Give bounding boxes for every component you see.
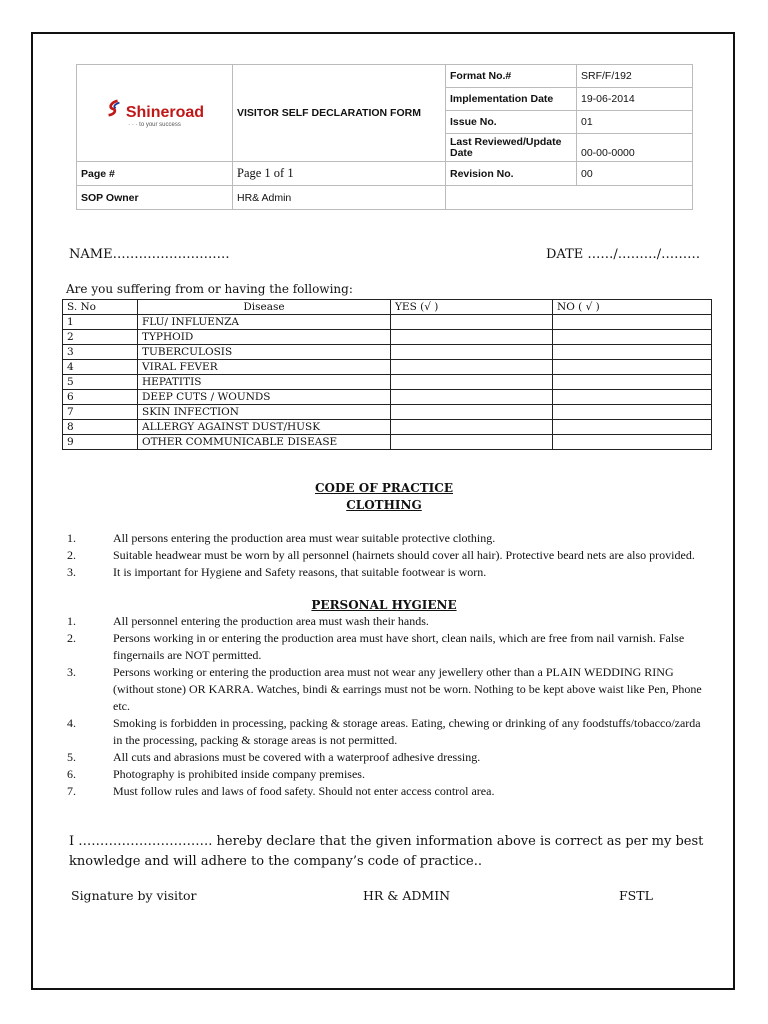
item-number: 1. [67, 531, 76, 545]
table-row [63, 420, 712, 435]
format-label: Format No.# [446, 65, 577, 88]
col-no-header: NO ( √ ) [553, 300, 712, 315]
list-item [67, 613, 707, 630]
item-text: All personnel entering the production area must wash their hands. [113, 614, 429, 628]
row-disease: VIRAL FEVER [138, 360, 391, 375]
review-value: 00-00-0000 [577, 134, 693, 162]
item-text: Suitable headwear must be worn by all personnel (hairnets should cover all hair). Protective beard nets are also provided. [113, 548, 695, 562]
item-number: 3. [67, 565, 76, 579]
table-row [63, 390, 712, 405]
row-number: 6 [63, 390, 138, 405]
row-disease: TYPHOID [138, 330, 391, 345]
col-yes-header: YES (√ ) [391, 300, 553, 315]
item-number: 4. [67, 716, 76, 730]
sop-owner-value: HR& Admin [233, 186, 446, 210]
page-label: Page # [77, 162, 233, 186]
questionnaire-intro: Are you suffering from or having the following: [66, 282, 353, 296]
list-item [67, 749, 707, 766]
no-cell[interactable] [553, 435, 712, 450]
yes-cell[interactable] [391, 390, 553, 405]
row-disease: SKIN INFECTION [138, 405, 391, 420]
yes-cell[interactable] [391, 315, 553, 330]
signature-hr-label: HR & ADMIN [363, 888, 451, 903]
yes-cell[interactable] [391, 360, 553, 375]
format-value: SRF/F/192 [577, 65, 693, 88]
hygiene-list [67, 613, 707, 800]
clothing-title: CLOTHING [346, 498, 422, 512]
table-row [63, 315, 712, 330]
list-item [67, 715, 707, 749]
item-number: 7. [67, 784, 76, 798]
item-text: All cuts and abrasions must be covered with a waterproof adhesive dressing. [113, 750, 481, 764]
implementation-label: Implementation Date [446, 88, 577, 111]
row-number: 9 [63, 435, 138, 450]
clothing-list [67, 530, 707, 581]
item-number: 6. [67, 767, 76, 781]
list-item [67, 630, 707, 664]
no-cell[interactable] [553, 360, 712, 375]
page-value: Page 1 of 1 [233, 162, 446, 186]
review-label: Last Reviewed/Update Date [446, 134, 577, 162]
row-number: 4 [63, 360, 138, 375]
item-text: Persons working in or entering the production area must have short, clean nails, which are free from nail varnish. False fingernails are NOT permitted. [113, 631, 685, 662]
date-field[interactable]: DATE ……/………/……… [546, 247, 701, 262]
yes-cell[interactable] [391, 420, 553, 435]
item-text: Smoking is forbidden in processing, packing & storage areas. Eating, chewing or drinking of any foodstuffs/tobacco/zarda in the processing, packing & storage areas is not permitted. [113, 716, 701, 747]
no-cell[interactable] [553, 315, 712, 330]
implementation-value: 19-06-2014 [577, 88, 693, 111]
no-cell[interactable] [553, 375, 712, 390]
yes-cell[interactable] [391, 375, 553, 390]
form-title: VISITOR SELF DECLARATION FORM [233, 65, 446, 162]
empty-cell [446, 186, 693, 210]
table-header-row [63, 300, 712, 315]
code-of-practice-title: CODE OF PRACTICE [315, 481, 453, 495]
item-number: 5. [67, 750, 76, 764]
row-number: 2 [63, 330, 138, 345]
row-number: 7 [63, 405, 138, 420]
row-number: 3 [63, 345, 138, 360]
item-text: It is important for Hygiene and Safety reasons, that suitable footwear is worn. [113, 565, 487, 579]
no-cell[interactable] [553, 405, 712, 420]
yes-cell[interactable] [391, 405, 553, 420]
no-cell[interactable] [553, 420, 712, 435]
revision-value: 00 [577, 162, 693, 186]
name-field[interactable]: NAME……………………… [69, 247, 230, 262]
item-text: Photography is prohibited inside company premises. [113, 767, 365, 781]
col-sno-header: S. No [63, 300, 138, 315]
row-disease: OTHER COMMUNICABLE DISEASE [138, 435, 391, 450]
row-number: 8 [63, 420, 138, 435]
row-disease: FLU/ INFLUENZA [138, 315, 391, 330]
item-text: Persons working or entering the production area must not wear any jewellery other than a PLAIN WEDDING RING (without stone) OR KARRA. Watches, bindi & earrings must not be worn. Nothing to be kept above waist like Pen, Phone etc. [113, 665, 702, 713]
list-item [67, 783, 707, 800]
yes-cell[interactable] [391, 330, 553, 345]
item-number: 2. [67, 548, 76, 562]
signature-visitor-label: Signature by visitor [71, 888, 197, 903]
no-cell[interactable] [553, 345, 712, 360]
document-header-table [76, 64, 693, 210]
row-number: 1 [63, 315, 138, 330]
list-item [67, 547, 707, 564]
logo-tagline: · · · to your success [128, 121, 181, 128]
table-row [63, 375, 712, 390]
item-number: 3. [67, 665, 76, 679]
row-number: 5 [63, 375, 138, 390]
list-item [67, 564, 707, 581]
table-row [63, 360, 712, 375]
table-row [63, 345, 712, 360]
list-item [67, 766, 707, 783]
no-cell[interactable] [553, 330, 712, 345]
row-disease: DEEP CUTS / WOUNDS [138, 390, 391, 405]
disease-table [62, 299, 712, 450]
logo [77, 65, 233, 162]
item-text: All persons entering the production area must wear suitable protective clothing. [113, 531, 496, 545]
list-item [67, 530, 707, 547]
declaration-text: I …………………………. hereby declare that the given information above is correct as per my best knowledge and will adhere to the company’s code of practice.. [69, 834, 704, 869]
item-text: Must follow rules and laws of food safety. Should not enter access control area. [113, 784, 495, 798]
yes-cell[interactable] [391, 435, 553, 450]
no-cell[interactable] [553, 390, 712, 405]
personal-hygiene-title: PERSONAL HYGIENE [311, 598, 457, 612]
list-item [67, 664, 707, 715]
table-row [63, 330, 712, 345]
row-disease: TUBERCULOSIS [138, 345, 391, 360]
table-row [63, 405, 712, 420]
revision-label: Revision No. [446, 162, 577, 186]
issue-label: Issue No. [446, 111, 577, 134]
item-number: 2. [67, 631, 76, 645]
table-row [63, 435, 712, 450]
row-disease: ALLERGY AGAINST DUST/HUSK [138, 420, 391, 435]
logo-name: Shineroad [125, 103, 205, 121]
yes-cell[interactable] [391, 345, 553, 360]
row-disease: HEPATITIS [138, 375, 391, 390]
item-number: 1. [67, 614, 76, 628]
sop-owner-label: SOP Owner [77, 186, 233, 210]
signature-fstl-label: FSTL [619, 888, 653, 903]
shineroad-logo-icon [105, 99, 123, 117]
col-disease-header: Disease [138, 300, 391, 315]
issue-value: 01 [577, 111, 693, 134]
